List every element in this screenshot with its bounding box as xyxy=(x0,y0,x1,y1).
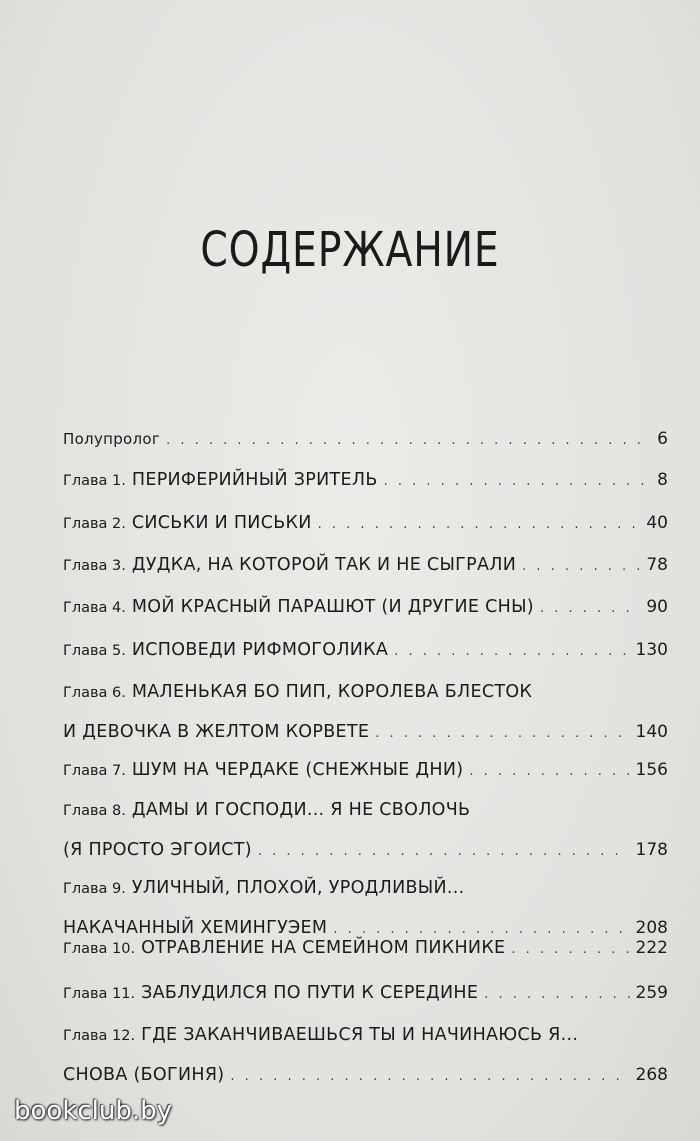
toc-entry xyxy=(63,467,668,493)
toc-line xyxy=(63,757,668,783)
chapter-title: ИСПОВЕДИ РИФМОГОЛИКА xyxy=(131,640,389,660)
dot-leader xyxy=(230,1064,629,1090)
chapter-number: Глава 1. xyxy=(63,473,126,489)
chapter-title: НАКАЧАННЫЙ ХЕМИНГУЭЕМ xyxy=(63,918,328,938)
toc-line xyxy=(63,426,668,452)
toc-line xyxy=(63,837,668,863)
dot-leader xyxy=(469,759,629,785)
dot-leader xyxy=(166,428,651,454)
toc-entry xyxy=(63,679,668,745)
page-number: 90 xyxy=(646,597,668,617)
toc-entry xyxy=(63,552,668,578)
chapter-title: ДУДКА, НА КОТОРОЙ ТАК И НЕ СЫГРАЛИ xyxy=(131,555,517,575)
toc-line xyxy=(63,552,668,578)
toc-entry xyxy=(63,875,668,941)
chapter-title: УЛИЧНЫЙ, ПЛОХОЙ, УРОДЛИВЫЙ... xyxy=(131,878,465,898)
toc-line xyxy=(63,679,668,705)
chapter-title: ЗАБЛУДИЛСЯ ПО ПУТИ К СЕРЕДИНЕ xyxy=(141,983,479,1003)
chapter-title: ГДЕ ЗАКАНЧИВАЕШЬСЯ ТЫ И НАЧИНАЮСЬ Я... xyxy=(141,1025,579,1045)
chapter-number: Глава 7. xyxy=(63,763,126,779)
chapter-title: СНОВА (БОГИНЯ) xyxy=(63,1065,225,1085)
page-number: 222 xyxy=(635,938,668,958)
toc-line xyxy=(63,1062,668,1088)
chapter-number: Глава 11. xyxy=(63,986,136,1002)
toc-entry xyxy=(63,637,668,663)
page-number: 130 xyxy=(635,640,668,660)
toc-entry xyxy=(63,1022,668,1088)
chapter-number: Глава 9. xyxy=(63,881,126,897)
page-number: 78 xyxy=(646,555,668,575)
page-number: 208 xyxy=(635,918,668,938)
dot-leader xyxy=(318,512,641,538)
toc-entry xyxy=(63,426,668,452)
chapter-number: Глава 3. xyxy=(63,558,126,574)
page-number: 178 xyxy=(635,840,668,860)
toc-line xyxy=(63,1022,668,1048)
chapter-number: Глава 2. xyxy=(63,516,126,532)
dot-leader xyxy=(384,469,652,495)
toc-line xyxy=(63,935,668,961)
toc-line xyxy=(63,467,668,493)
page-title: СОДЕРЖАНИЕ xyxy=(200,222,500,278)
toc-entry xyxy=(63,510,668,536)
page-number: 156 xyxy=(635,760,668,780)
chapter-number: Глава 5. xyxy=(63,643,126,659)
toc-entry xyxy=(63,935,668,961)
page-number: 140 xyxy=(635,722,668,742)
toc-entry xyxy=(63,797,668,863)
chapter-title: МАЛЕНЬКАЯ БО ПИП, КОРОЛЕВА БЛЕСТОК xyxy=(131,682,533,702)
dot-leader xyxy=(484,982,629,1008)
toc-entry xyxy=(63,757,668,783)
toc-line xyxy=(63,719,668,745)
chapter-title: И ДЕВОЧКА В ЖЕЛТОМ КОРВЕТЕ xyxy=(63,722,370,742)
toc-line xyxy=(63,594,668,620)
chapter-number: Глава 6. xyxy=(63,685,126,701)
chapter-title: МОЙ КРАСНЫЙ ПАРАШЮТ (И ДРУГИЕ СНЫ) xyxy=(131,597,534,617)
chapter-number: Глава 4. xyxy=(63,600,126,616)
dot-leader xyxy=(511,937,629,963)
toc-entry xyxy=(63,980,668,1006)
page-number: 8 xyxy=(657,470,668,490)
dot-leader xyxy=(258,839,630,865)
chapter-number: Глава 12. xyxy=(63,1028,136,1044)
toc-line xyxy=(63,797,668,823)
chapter-number: Глава 10. xyxy=(63,941,136,957)
watermark: bookclub.by xyxy=(14,1096,173,1126)
chapter-title: (Я ПРОСТО ЭГОИСТ) xyxy=(63,840,252,860)
dot-leader xyxy=(375,721,629,747)
chapter-title: Полупролог xyxy=(63,430,161,448)
dot-leader xyxy=(540,596,640,622)
dot-leader xyxy=(394,639,629,665)
chapter-title: ШУМ НА ЧЕРДАКЕ (СНЕЖНЫЕ ДНИ) xyxy=(131,760,464,780)
dot-leader xyxy=(522,554,640,580)
toc-line xyxy=(63,980,668,1006)
toc-entry xyxy=(63,594,668,620)
chapter-title: ОТРАВЛЕНИЕ НА СЕМЕЙНОМ ПИКНИКЕ xyxy=(141,938,506,958)
chapter-number: Глава 8. xyxy=(63,803,126,819)
toc-line xyxy=(63,637,668,663)
toc-line xyxy=(63,510,668,536)
chapter-title: ПЕРИФЕРИЙНЫЙ ЗРИТЕЛЬ xyxy=(131,470,378,490)
page-number: 268 xyxy=(635,1065,668,1085)
toc-line xyxy=(63,875,668,901)
chapter-title: ДАМЫ И ГОСПОДИ... Я НЕ СВОЛОЧЬ xyxy=(131,800,471,820)
page-number: 40 xyxy=(646,513,668,533)
chapter-title: СИСЬКИ И ПИСЬКИ xyxy=(131,513,312,533)
page-number: 6 xyxy=(657,429,668,449)
page-number: 259 xyxy=(635,983,668,1003)
